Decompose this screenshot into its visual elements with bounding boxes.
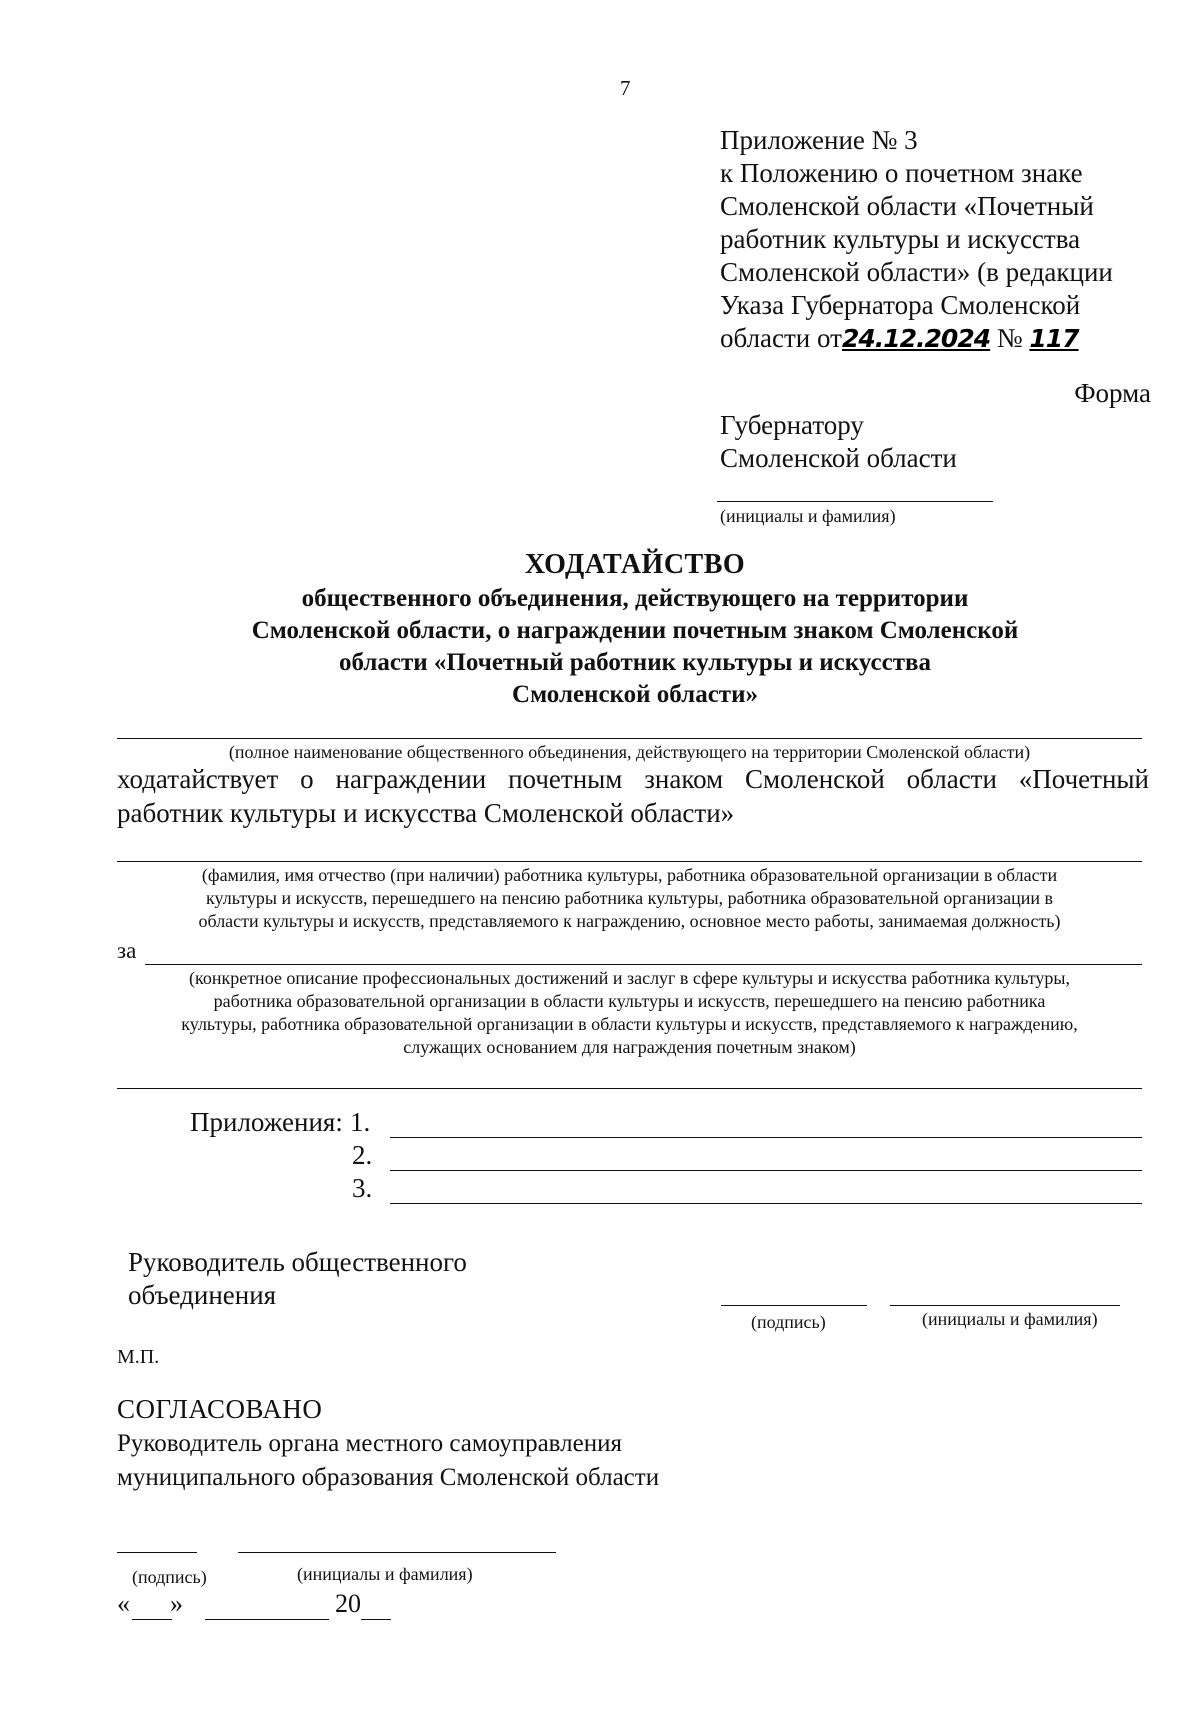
attachment-number: 3. <box>352 1173 373 1203</box>
appendix-line: Смоленской области» (в редакции <box>720 257 1113 287</box>
merits-caption-line: культуры, работника образовательной организации в области культуры и искусств, представляемого к награждению, <box>181 1014 1078 1034</box>
form-label: Форма <box>1074 378 1151 408</box>
nominee-caption-line: (фамилия, имя отчество (при наличии) работника культуры, работника образовательной организации в области <box>201 865 1058 885</box>
merits-caption-line: работника образовательной организации в области культуры и искусств, перешедшего на пенсию работника <box>213 991 1046 1011</box>
nominee-name-line <box>117 861 1142 862</box>
appendix-line: работник культуры и искусства <box>720 224 1081 254</box>
appendix-line: Приложение № 3 <box>720 125 918 155</box>
merits-prefix: за <box>117 938 137 963</box>
head-text-line: Руководитель общественного <box>128 1247 467 1277</box>
head-signature-text <box>128 1246 467 1312</box>
organization-caption: (полное наименование общественного объединения, действующего на территории Смоленской области) <box>228 742 1031 762</box>
attachment-line <box>390 1203 1142 1204</box>
attachment-line <box>390 1137 1142 1138</box>
attachment-line <box>390 1170 1142 1171</box>
head-signature-caption: (подпись) <box>751 1312 826 1332</box>
agreed-name-caption: (инициалы и фамилия) <box>297 1564 473 1584</box>
date-year-wrap <box>335 1589 361 1619</box>
date-year-line <box>361 1619 391 1620</box>
agreed-text-line: муниципального образования Смоленской области <box>117 1464 660 1491</box>
merits-caption <box>117 967 1142 1059</box>
agreed-title: СОГЛАСОВАНО <box>117 1394 323 1424</box>
attachment-number: 1. <box>350 1107 371 1137</box>
merits-caption-line: (конкретное описание профессиональных достижений и заслуг в сфере культуры и искусства работника культуры, <box>189 968 1070 988</box>
addressee-caption: (инициалы и фамилия) <box>720 506 896 526</box>
date-row <box>117 1589 130 1619</box>
agreed-signature-caption: (подпись) <box>132 1567 207 1587</box>
subtitle-line: Смоленской области, о награждении почетным знаком Смоленской <box>251 617 1019 644</box>
addressee-line: Губернатору <box>720 410 864 440</box>
appendix-line: Смоленской области «Почетный <box>720 191 1094 221</box>
addressee-name-line <box>717 501 993 502</box>
agreed-text-line: Руководитель органа местного самоуправления <box>117 1430 622 1457</box>
agreed-signature-line <box>117 1552 197 1553</box>
date-close-quote-wrap <box>170 1589 183 1619</box>
head-text-line: объединения <box>128 1280 277 1310</box>
nominee-caption <box>117 864 1142 933</box>
merits-line <box>145 964 1142 965</box>
handwritten-date: 24.12.2024 <box>841 324 991 353</box>
subtitle-line: области «Почетный работник культуры и искусства <box>338 649 932 676</box>
petition-text: ходатайствует о награждении почетным знаком Смоленской области «Почетный работник культуры и искусства Смоленской области» <box>117 764 1149 828</box>
merits-caption-line: служащих основанием для награждения почетным знаком) <box>403 1037 856 1057</box>
merits-continuation-line <box>117 1088 1142 1089</box>
handwritten-number: 117 <box>1029 324 1079 353</box>
addressee <box>720 409 957 475</box>
date-open-quote: « <box>117 1589 130 1618</box>
addressee-line: Смоленской области <box>720 443 957 473</box>
document-title: ХОДАТАЙСТВО <box>524 549 746 580</box>
nominee-caption-line: области культуры и искусств, представляемого к награждению, основное место работы, занимаемая должность) <box>198 911 1061 931</box>
page-number: 7 <box>620 76 631 100</box>
date-day-line <box>132 1619 172 1620</box>
subtitle-line: общественного объединения, действующего на территории <box>301 585 969 612</box>
attachment-number: 2. <box>352 1140 373 1170</box>
date-month-line <box>205 1619 329 1620</box>
attachments-label: Приложения: <box>190 1107 343 1137</box>
agreed-text <box>117 1427 659 1495</box>
head-name-caption: (инициалы и фамилия) <box>922 1309 1098 1329</box>
organization-name-line <box>117 738 1142 739</box>
head-name-line <box>890 1305 1120 1306</box>
document-subtitle <box>180 583 1090 711</box>
number-sign: № <box>996 323 1023 353</box>
date-year-prefix: 20 <box>335 1589 361 1618</box>
date-close-quote: » <box>170 1589 183 1618</box>
subtitle-line: Смоленской области» <box>512 681 758 708</box>
appendix-date-line <box>720 322 1113 355</box>
stamp-place: М.П. <box>117 1346 160 1368</box>
nominee-caption-line: культуры и искусств, перешедшего на пенсию работника культуры, работника образовательной организации в <box>206 888 1053 908</box>
agreed-name-line <box>238 1552 556 1553</box>
appendix-header <box>720 124 1113 355</box>
appendix-line: Указа Губернатора Смоленской <box>720 290 1081 320</box>
appendix-line: к Положению о почетном знаке <box>720 158 1083 188</box>
appendix-date-prefix: области от <box>720 323 842 353</box>
head-signature-line <box>721 1305 867 1306</box>
